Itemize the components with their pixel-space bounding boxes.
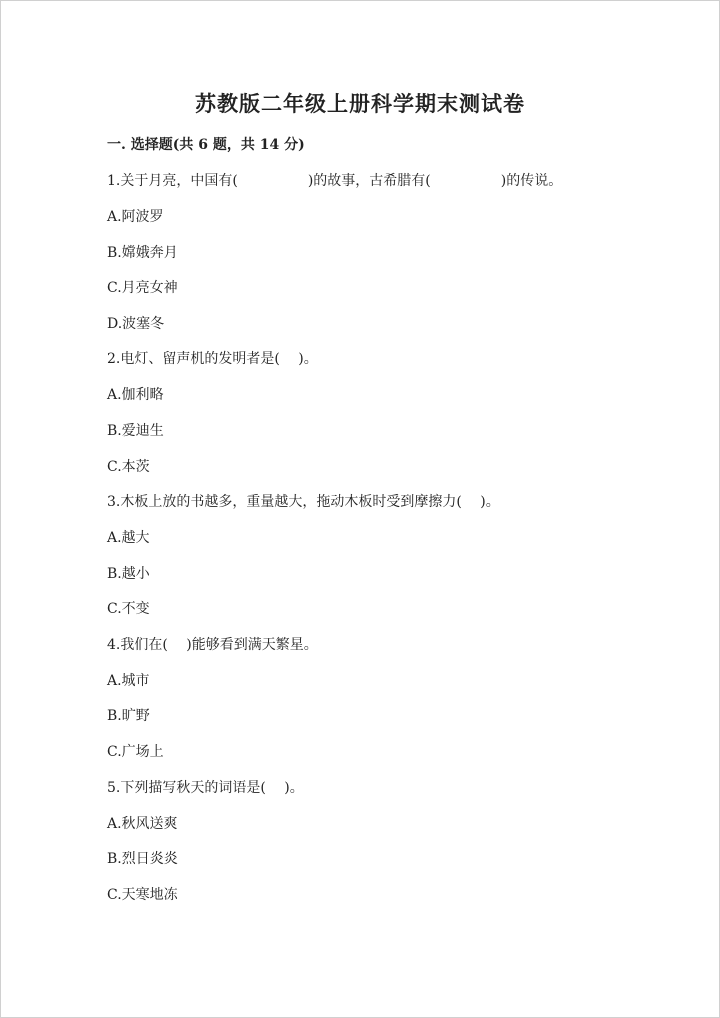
question-2-option-b: B.爱迪生 xyxy=(107,423,164,439)
document-title: 苏教版二年级上册科学期末测试卷 xyxy=(195,91,525,116)
question-1-option-a: A.阿波罗 xyxy=(107,209,164,225)
question-3-option-a: A.越大 xyxy=(107,530,150,546)
question-4-option-a: A.城市 xyxy=(107,673,150,689)
question-2-stem: 2.电灯、留声机的发明者是( )。 xyxy=(107,351,318,367)
question-1-option-b: B.嫦娥奔月 xyxy=(107,245,178,261)
question-4-stem: 4.我们在( )能够看到满天繁星。 xyxy=(107,637,318,653)
question-3-stem: 3.木板上放的书越多，重量越大，拖动木板时受到摩擦力( )。 xyxy=(107,494,500,510)
section-header: 一. 选择题(共 6 题，共 14 分) xyxy=(107,137,305,153)
question-1-option-c: C.月亮女神 xyxy=(107,280,178,296)
question-5-option-b: B.烈日炎炎 xyxy=(107,851,178,867)
question-5-stem: 5.下列描写秋天的词语是( )。 xyxy=(107,780,304,796)
question-1-stem: 1.关于月亮，中国有( )的故事，古希腊有( )的传说。 xyxy=(107,173,563,189)
question-5-option-c: C.天寒地冻 xyxy=(107,887,178,903)
question-2-option-c: C.本茨 xyxy=(107,459,150,475)
question-3-option-c: C.不变 xyxy=(107,601,150,617)
question-5-option-a: A.秋风送爽 xyxy=(107,816,178,832)
question-4-option-b: B.旷野 xyxy=(107,708,150,724)
question-1-option-d: D.波塞冬 xyxy=(107,316,165,332)
question-3-option-b: B.越小 xyxy=(107,566,150,582)
question-2-option-a: A.伽利略 xyxy=(107,387,164,403)
question-4-option-c: C.广场上 xyxy=(107,744,164,760)
